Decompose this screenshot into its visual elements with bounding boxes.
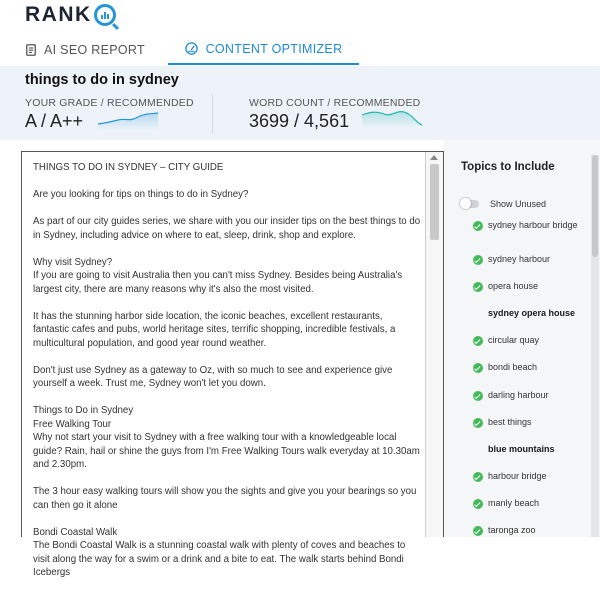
editor-paragraph: Why not start your visit to Sydney with a free walking tour with a knowledgeable local guide? Rain, hail or shine the guys from I'm Free Walking Tours walk everyday at 10.30am and 2.30pm. <box>33 432 420 470</box>
editor-paragraph: THINGS TO DO IN SYDNEY – CITY GUIDE <box>33 162 224 173</box>
check-circle-icon <box>473 255 483 265</box>
logo-text: RANK <box>25 3 92 26</box>
scroll-up-arrow-icon[interactable] <box>430 155 438 160</box>
tab-content-optimizer[interactable] <box>168 34 359 65</box>
gauge-icon <box>185 42 198 55</box>
topic-item <box>473 471 588 483</box>
summary-panel <box>0 66 600 140</box>
topic-item <box>473 390 588 402</box>
topic-label: sydney opera house <box>488 307 576 318</box>
word-count-value: 3699 / 4,561 <box>249 111 350 131</box>
tab-label: AI SEO REPORT <box>44 42 145 57</box>
topic-label: blue mountains <box>488 443 555 454</box>
topic-item <box>473 254 588 266</box>
check-circle-icon <box>473 391 483 401</box>
editor-paragraph: Are you looking for tips on things to do in Sydney? <box>33 189 249 200</box>
tab-bar <box>0 34 600 65</box>
tab-ai-seo-report[interactable] <box>26 34 145 65</box>
check-circle-icon <box>473 282 483 292</box>
editor-heading: Why visit Sydney? <box>33 256 113 268</box>
check-circle-icon <box>473 418 483 428</box>
check-circle-icon <box>473 472 483 482</box>
grade-sparkline <box>98 110 158 130</box>
editor-paragraph: As part of our city guides series, we share with you our insider tips on the best things to do in Sydney, including advice on where to eat, sleep, drink, shop and explore. <box>33 216 421 241</box>
check-circle-icon <box>473 363 483 373</box>
topic-item <box>473 281 588 293</box>
content-editor[interactable] <box>21 151 444 578</box>
topic-item <box>473 525 588 537</box>
editor-text[interactable] <box>33 161 421 593</box>
document-icon <box>26 44 36 56</box>
check-circle-icon <box>473 526 483 536</box>
topic-label: sydney harbour <box>488 253 551 264</box>
topic-label: sydney harbour bridge <box>488 219 578 230</box>
topics-title: Topics to Include <box>461 161 555 173</box>
editor-scroll-thumb[interactable] <box>430 164 439 240</box>
rankiq-logo <box>25 5 116 27</box>
topic-item <box>473 498 588 510</box>
editor-paragraph: If you are going to visit Australia then you can't miss Sydney. Besides being Australia's largest city, there are many reasons why it's also the most visited. <box>33 270 403 295</box>
topic-item-missing <box>473 444 588 456</box>
show-unused-label: Show Unused <box>490 199 547 209</box>
check-circle-icon <box>473 336 483 346</box>
check-circle-icon <box>473 499 483 509</box>
topic-label: opera house <box>488 280 539 291</box>
topic-label: taronga zoo <box>488 524 536 535</box>
tab-label: CONTENT OPTIMIZER <box>205 41 343 56</box>
grade-label: YOUR GRADE / RECOMMENDED <box>25 97 194 109</box>
topic-item <box>473 417 588 429</box>
editor-paragraph: Don't just use Sydney as a gateway to Oz, with so much to see and experience give yourself a week. Trust me, Sydney won't let you down. <box>33 364 393 389</box>
grade-value: A / A++ <box>25 111 84 131</box>
topic-label: darling harbour <box>488 389 549 400</box>
topic-item <box>473 220 588 232</box>
editor-scrollbar[interactable] <box>425 152 443 537</box>
topic-label: best things <box>488 416 532 427</box>
target-keyword: things to do in sydney <box>25 72 179 88</box>
topic-label: bondi beach <box>488 361 538 372</box>
word-count-label: WORD COUNT / RECOMMENDED <box>249 97 421 109</box>
editor-heading: Free Walking Tour <box>33 418 112 430</box>
logo-q-icon <box>94 4 116 26</box>
word-count-sparkline <box>362 106 422 128</box>
topic-item <box>473 362 588 374</box>
topic-label: circular quay <box>488 334 540 345</box>
topic-label: harbour bridge <box>488 470 547 481</box>
topic-label: manly beach <box>488 497 540 508</box>
show-unused-toggle[interactable] <box>461 200 479 208</box>
sidebar-scrollbar[interactable] <box>591 155 599 537</box>
check-circle-icon <box>473 221 483 231</box>
editor-paragraph: The Bondi Coastal Walk is a stunning coastal walk with plenty of coves and beaches to visit along the way for a swim or a drink and a bite to eat. The walk starts behind Bondi Icebergs <box>33 540 406 578</box>
editor-heading: Bondi Coastal Walk <box>33 526 118 538</box>
topic-item-missing <box>473 308 588 320</box>
topic-item <box>473 335 588 347</box>
editor-heading: Things to Do in Sydney <box>33 405 134 416</box>
summary-divider <box>212 94 213 134</box>
editor-paragraph: It has the stunning harbor side location, the iconic beaches, excellent restaurants, fantastic cafes and pubs, world heritage sites, terrific shopping, incredible festivals, a multicultural population, and good year round weather. <box>33 310 396 349</box>
sidebar-scroll-thumb[interactable] <box>592 155 598 257</box>
editor-paragraph: The 3 hour easy walking tours will show you the sights and give you your bearings so you can then go it alone <box>33 486 417 511</box>
